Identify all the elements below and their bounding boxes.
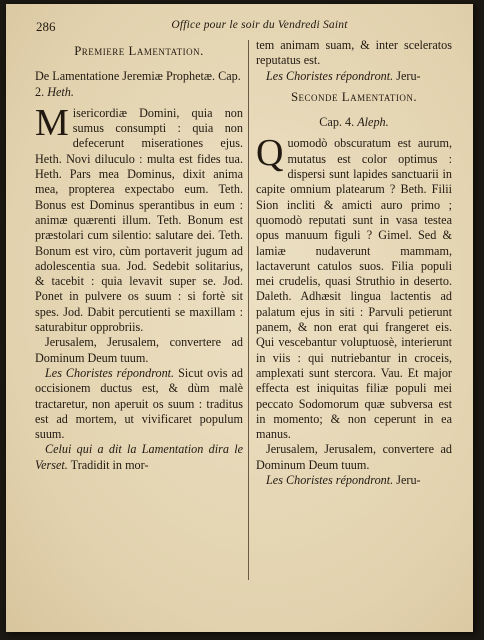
right-body: Quomodò obscuratum est aurum, mutatus est color optimus : dispersi sunt lapides sanctuarii in capite omnium platearum ? Beth. Filii Sion incliti & amicti auro primo ; quomodò reputati sunt in vasa testea opus manuum figuli ? Gimel. Sed & lamiæ nudaverunt mammam, lactaverunt catulos suos. Filia populi mei crudelis, quasi Struthio in deserto. Daleth. Adhæsit lingua lactentis ad palatum ejus in siti : Parvuli petierunt panem, & non erat qui frangeret eis. Qui vescebantur voluptuosè, interierunt in viis : qui nutriebantur in croceis, amplexati sunt stercora. Vau. Et major effecta est iniquitas filiæ populi mei peccato Sodomorum quæ subversa est in momento; & non ceperunt in ea manus. [256,132,452,442]
left-celui: Celui qui a dit la Lamentation dira le Verset. Tradidit in mor- [35,442,243,472]
left-body: Misericordiæ Domini, quia non sumus consumpti : quia non defecerunt miserationes ejus. Heth. Novi diluculo : multa est fides tua. Heth. Pars mea Dominus, dixit anima mea, propterea expectabo eum. Teth. Bonus est Dominus sperantibus in eum : animæ quærenti illum. Teth. Bonum est præstolari cum silentio: salutare dei. Teth. Bonum est viro, cùm portaverit jugum ad adolescentia sua. Jod. Sedebit solitarius, & tacebit : quia levavit super se. Jod. Ponet in pulvere os suum : si fortè sit spes. Jod. Dabit percutienti se maxillam : saturabitur opprobriis. [35,101,243,335]
page-number: 286 [36,19,56,34]
left-column [35,38,243,473]
right-subheading: Cap. 4. Aleph. [319,115,389,130]
right-continuation: tem animam suam, & inter sceleratos reputatus est. [256,38,452,68]
left-choristes: Les Choristes répondront. Sicut ovis ad occisionem ductus est, & dùm malè tractaretur, non aperuit os suum : traditus est ad mortem, ut vivificaret populum suum. [35,365,244,442]
book-page [6,4,473,632]
column-divider [248,40,249,580]
second-lamentation-heading: Seconde Lamentation. [290,89,418,104]
left-subheading: De Lamentatione Jeremiæ Prophetæ. Cap. 2. Heth. [35,69,241,99]
right-column [256,38,452,488]
right-choristes-2: Les Choristes répondront. Jeru- [266,473,421,488]
drop-cap-m: M [35,101,69,144]
left-jerusalem: Jerusalem, Jerusalem, convertere ad Dominum Deum tuum. [35,335,243,365]
right-jerusalem: Jerusalem, Jerusalem, convertere ad Dominum Deum tuum. [256,442,452,472]
first-lamentation-heading: Premiere Lamentation. [74,44,204,58]
right-choristes-1: Les Choristes répondront. Jeru- [266,68,421,83]
drop-cap-q: Q [256,132,284,175]
running-head: Office pour le soir du Vendredi Saint [171,19,348,31]
